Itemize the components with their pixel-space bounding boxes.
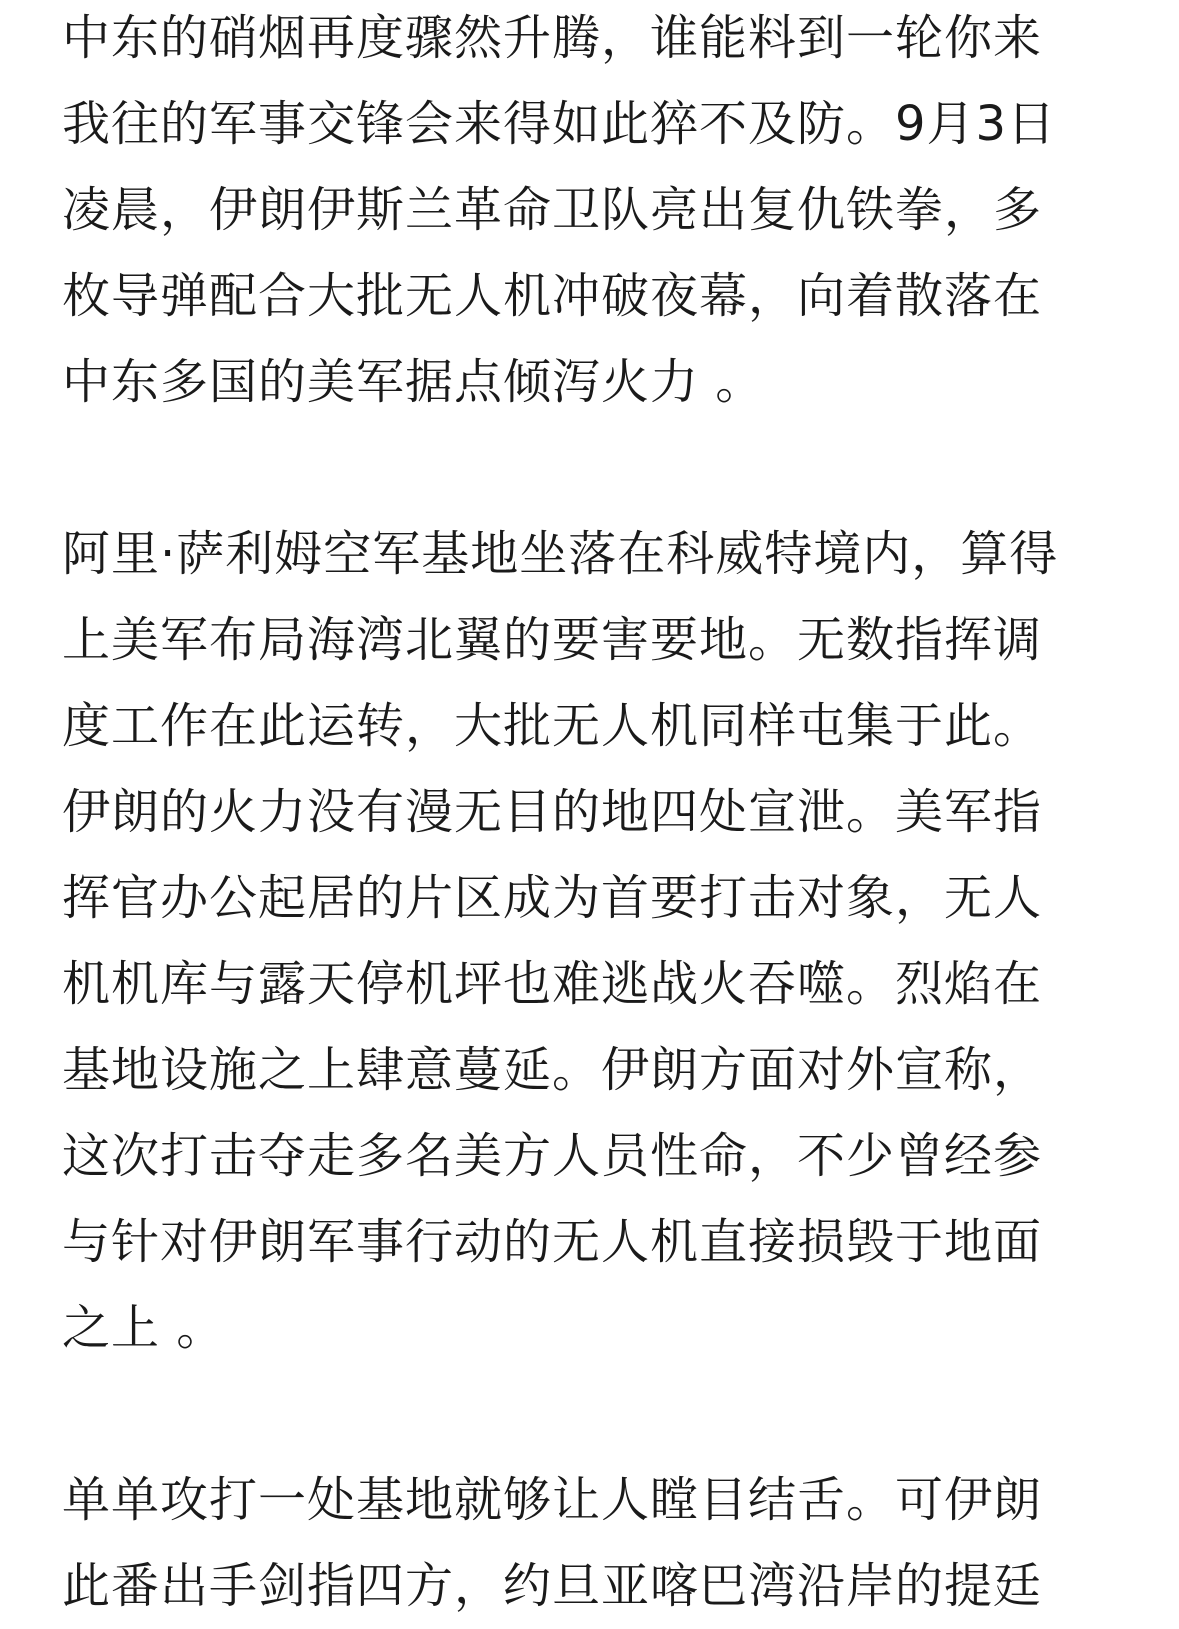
- paragraph-2: [62, 511, 1124, 1371]
- paragraph-3: [62, 1457, 1124, 1629]
- text-line: 伊朗的火力没有漫无目的地四处宣泄。美军指: [62, 784, 1043, 840]
- text-line: 这次打击夺走多名美方人员性命，不少曾经参: [62, 1128, 1043, 1184]
- text-line: 此番出手剑指四方，约旦亚喀巴湾沿岸的提廷: [62, 1558, 1043, 1614]
- text-line: 基地设施之上肆意蔓延。伊朗方面对外宣称，: [62, 1042, 1043, 1098]
- article-body: [62, 0, 1124, 1629]
- text-line: 之上 。: [62, 1300, 226, 1356]
- text-line: 机机库与露天停机坪也难逃战火吞噬。烈焰在: [62, 956, 1043, 1012]
- text-line: 挥官办公起居的片区成为首要打击对象，无人: [62, 870, 1043, 926]
- paragraph-gap: [62, 425, 1124, 511]
- text-line: 中东多国的美军据点倾泻火力 。: [62, 354, 765, 410]
- text-line: 凌晨，伊朗伊斯兰革命卫队亮出复仇铁拳，多: [62, 182, 1043, 238]
- text-line: 我往的军事交锋会来得如此猝不及防。9月3日: [62, 96, 1057, 152]
- text-line: 单单攻打一处基地就够让人瞠目结舌。可伊朗: [62, 1472, 1043, 1528]
- text-line: 与针对伊朗军事行动的无人机直接损毁于地面: [62, 1214, 1043, 1270]
- paragraph-1: [62, 0, 1124, 425]
- text-line: 阿里·萨利姆空军基地坐落在科威特境内，算得: [62, 526, 1059, 582]
- text-line: 上美军布局海湾北翼的要害要地。无数指挥调: [62, 612, 1043, 668]
- text-line: 枚导弹配合大批无人机冲破夜幕，向着散落在: [62, 268, 1043, 324]
- text-line: 度工作在此运转，大批无人机同样屯集于此。: [62, 698, 1043, 754]
- paragraph-gap: [62, 1371, 1124, 1457]
- text-line: 中东的硝烟再度骤然升腾，谁能料到一轮你来: [62, 10, 1043, 66]
